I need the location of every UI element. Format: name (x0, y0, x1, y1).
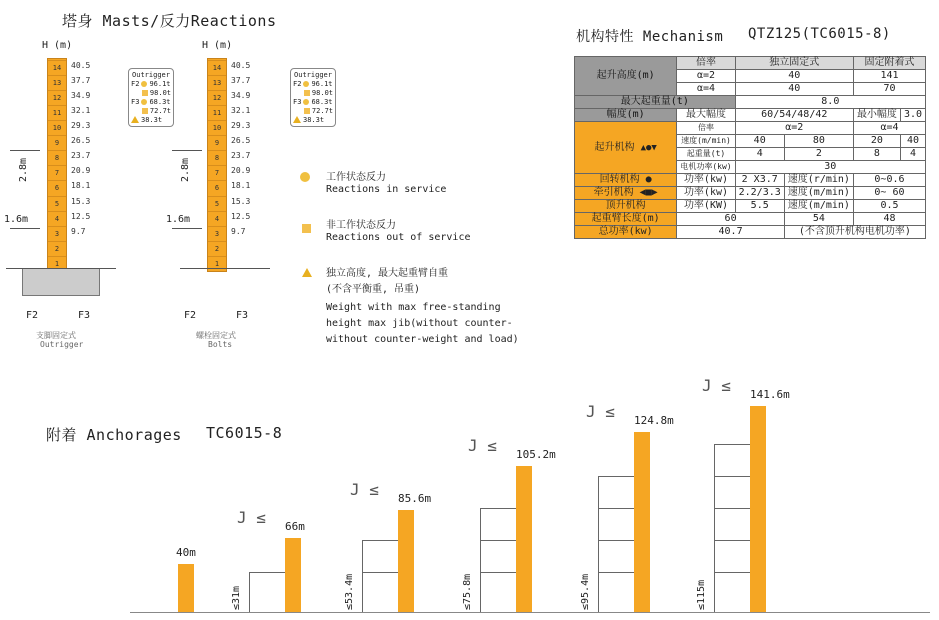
legend-weight-cn1: 独立高度, 最大起重臂自重 (326, 268, 449, 279)
mast-segment: 6 (48, 180, 66, 195)
trolley-cell: 牵引机构 ◀■▶ (575, 187, 677, 200)
mast-height-value: 26.5 (71, 136, 91, 146)
anchorage-tower (634, 432, 650, 612)
out-of-service-square-icon (302, 224, 311, 233)
mast-height-value: 20.9 (71, 166, 91, 176)
mast-right-dim-bottom: 1.6m (166, 214, 191, 225)
mast-height-value: 32.1 (71, 105, 91, 115)
anchor-tie (714, 508, 750, 509)
mast-segment: 5 (48, 196, 66, 211)
slew-cell: 回转机构 ● (575, 174, 677, 187)
anchorages-title: 附着 Anchorages (46, 426, 182, 444)
mast-segment: 13 (48, 75, 66, 90)
anchorage-tower (750, 406, 766, 612)
anchor-frame-line (362, 540, 363, 612)
mast-segment: 12 (48, 90, 66, 105)
mast-left-base-cn: 支脚固定式 (36, 331, 76, 340)
anchor-tie (598, 572, 634, 573)
weight-triangle-icon (302, 268, 312, 277)
anchorage-tower (398, 510, 414, 612)
mast-segment: 9 (208, 135, 226, 150)
anchorage-tower (285, 538, 301, 612)
mechanism-table: 起升高度(m) 倍率 独立固定式 固定附着式 α=2 40 141 α=4 40 70 最大起重量(t) 8.0 幅度(m) 最大幅度 60/54/48/42 最小幅度 3.0 起升机构 ▲●▼ 倍率 α=2 α=4 速度(m/min) 40 80 20 40 起重量(t) 4 2 8 4 电机功率(kw) 30 回转机构 ● 功率(kw) 2 X3.7 速度(r/min) 0~0.6 牵引机构 ◀■▶ 功率(kw) 2.2/3.3 速度(m/min) 0~ 60 顶升机构 功率(KW) 5.5 速度(m/min) 0.5 起重臂长度(m) 60 54 48 总功率(kw) 40.7 (不含顶升机构电机功率) (574, 56, 926, 239)
mast-segment: 4 (48, 211, 66, 226)
anchor-tie (598, 476, 634, 477)
anchorages-model: TC6015-8 (206, 424, 283, 442)
mast-segment: 7 (48, 165, 66, 180)
masts-title: 塔身 Masts/反力Reactions (62, 12, 277, 30)
mast-height-value: 9.7 (231, 226, 246, 236)
reaction-box-right: Outrigger F2 96.1t 98.0t F3 68.3t 72.7t 38.3t (290, 68, 336, 127)
legend-weight-en1: Weight with max free-standing (326, 302, 501, 313)
mast-left-dim-top: 2.8m (18, 157, 29, 182)
mast-height-value: 18.1 (71, 181, 91, 191)
mast-segment: 3 (48, 226, 66, 241)
mast-right-f2: F2 (184, 310, 197, 321)
anchorage-height-label: 124.8m (634, 414, 674, 427)
legend-service-cn: 工作状态反力 (326, 172, 386, 183)
mast-segment: 9 (48, 135, 66, 150)
mast-left-f2: F2 (26, 310, 39, 321)
anchor-tie (714, 540, 750, 541)
anchor-tie (362, 572, 398, 573)
anchorage-height-label: 40m (176, 546, 196, 559)
anchorage-height-label: 85.6m (398, 492, 432, 505)
mast-height-value: 23.7 (231, 151, 251, 161)
anchor-spacing-label: ≤95.4m (580, 573, 591, 610)
anchor-frame-line (714, 444, 715, 612)
mast-segment: 14 (48, 60, 66, 75)
anchor-spacing-label: ≤31m (231, 585, 242, 610)
mast-right-base-en: Bolts (208, 340, 233, 349)
anchor-spacing-label: ≤115m (696, 579, 707, 610)
mast-left-f3: F3 (78, 310, 91, 321)
anchorage-height-label: 66m (285, 520, 305, 533)
mast-segment: 13 (208, 75, 226, 90)
mast-height-value: 40.5 (71, 60, 91, 70)
hook-icon: J ≤ (468, 436, 497, 455)
mast-right-base-cn: 螺栓固定式 (196, 331, 236, 340)
hook-icon: J ≤ (586, 402, 615, 421)
mast-right-dim-top: 2.8m (180, 157, 191, 182)
mast-left-foundation (22, 268, 100, 296)
anchorage-height-label: 105.2m (516, 448, 556, 461)
mast-segment: 1 (208, 256, 226, 271)
mast-height-value: 9.7 (71, 226, 86, 236)
legend-weight-en2: height max jib(without counter- (326, 318, 513, 329)
hook-icon: J ≤ (350, 480, 379, 499)
mast-segment: 12 (208, 90, 226, 105)
anchor-frame-line (480, 508, 481, 612)
mast-segment: 8 (208, 150, 226, 165)
hook-icon: J ≤ (702, 376, 731, 395)
mast-height-value: 29.3 (231, 121, 251, 130)
anchor-tie (714, 444, 750, 445)
mast-right-h-label: H (m) (202, 40, 233, 51)
mast-height-value: 34.9 (71, 90, 91, 100)
anchor-tie (598, 508, 634, 509)
mast-segment: 5 (208, 196, 226, 211)
mast-height-value: 15.3 (231, 196, 251, 206)
service-hex-icon (300, 172, 310, 182)
anchor-tie (598, 540, 634, 541)
reaction-box-left: Outrigger F2 96.1t 98.0t F3 68.3t 72.7t 38.3t (128, 68, 174, 127)
legend-out-cn: 非工作状态反力 (326, 220, 396, 231)
anchor-tie (480, 508, 516, 509)
anchor-spacing-label: ≤75.8m (462, 573, 473, 610)
legend-service-en: Reactions in service (326, 184, 447, 195)
mast-height-value: 18.1 (231, 181, 251, 191)
mast-segment: 10 (208, 120, 226, 135)
mast-height-value: 12.5 (71, 211, 91, 221)
hoist-cell: 起升机构 ▲●▼ (575, 122, 677, 174)
anchor-tie (714, 476, 750, 477)
mast-height-value: 40.5 (231, 60, 251, 70)
anchorage-height-label: 141.6m (750, 388, 790, 401)
hook-icon: J ≤ (237, 508, 266, 527)
mast-height-value: 29.3 (71, 121, 91, 130)
mast-right-f3: F3 (236, 310, 249, 321)
mast-left-dim-bottom: 1.6m (4, 214, 29, 225)
anchor-tie (362, 540, 398, 541)
legend-weight-en3: without counter-weight and load) (326, 334, 519, 345)
mechanism-model: QTZ125(TC6015-8) (748, 26, 891, 42)
mast-height-value: 12.5 (231, 211, 251, 221)
anchor-tie (714, 572, 750, 573)
mast-height-value: 20.9 (231, 166, 251, 176)
mast-segment: 8 (48, 150, 66, 165)
mast-segment: 1 (48, 256, 66, 271)
anchor-frame-line (249, 572, 250, 612)
anchor-tie (480, 540, 516, 541)
mechanism-title: 机构特性 Mechanism (576, 29, 724, 45)
anchor-tie (480, 572, 516, 573)
mast-height-value: 32.1 (231, 105, 251, 115)
mast-segment: 3 (208, 226, 226, 241)
mast-segment: 14 (208, 60, 226, 75)
anchor-tie (249, 572, 285, 573)
mast-segment: 2 (48, 241, 66, 256)
ground-line (130, 612, 930, 613)
anchorage-tower (178, 564, 194, 612)
mast-segment: 10 (48, 120, 66, 135)
mast-height-value: 34.9 (231, 90, 251, 100)
anchor-frame-line (598, 476, 599, 612)
mast-segment: 6 (208, 180, 226, 195)
mast-left (47, 58, 67, 272)
mast-segment: 11 (48, 105, 66, 120)
mast-height-value: 37.7 (71, 75, 91, 85)
anchor-spacing-label: ≤53.4m (344, 573, 355, 610)
mast-right (207, 58, 227, 272)
legend-out-en: Reactions out of service (326, 232, 471, 243)
mast-segment: 7 (208, 165, 226, 180)
mast-segment: 4 (208, 211, 226, 226)
mast-height-value: 23.7 (71, 151, 91, 161)
mast-height-value: 37.7 (231, 75, 251, 85)
mast-segment: 2 (208, 241, 226, 256)
legend-weight-cn2: (不含平衡重, 吊重) (326, 284, 421, 295)
mast-left-h-label: H (m) (42, 40, 73, 51)
mast-left-base-en: Outrigger (40, 340, 84, 349)
mast-segment: 11 (208, 105, 226, 120)
anchorage-tower (516, 466, 532, 612)
mast-height-value: 15.3 (71, 196, 91, 206)
mast-height-value: 26.5 (231, 136, 251, 146)
